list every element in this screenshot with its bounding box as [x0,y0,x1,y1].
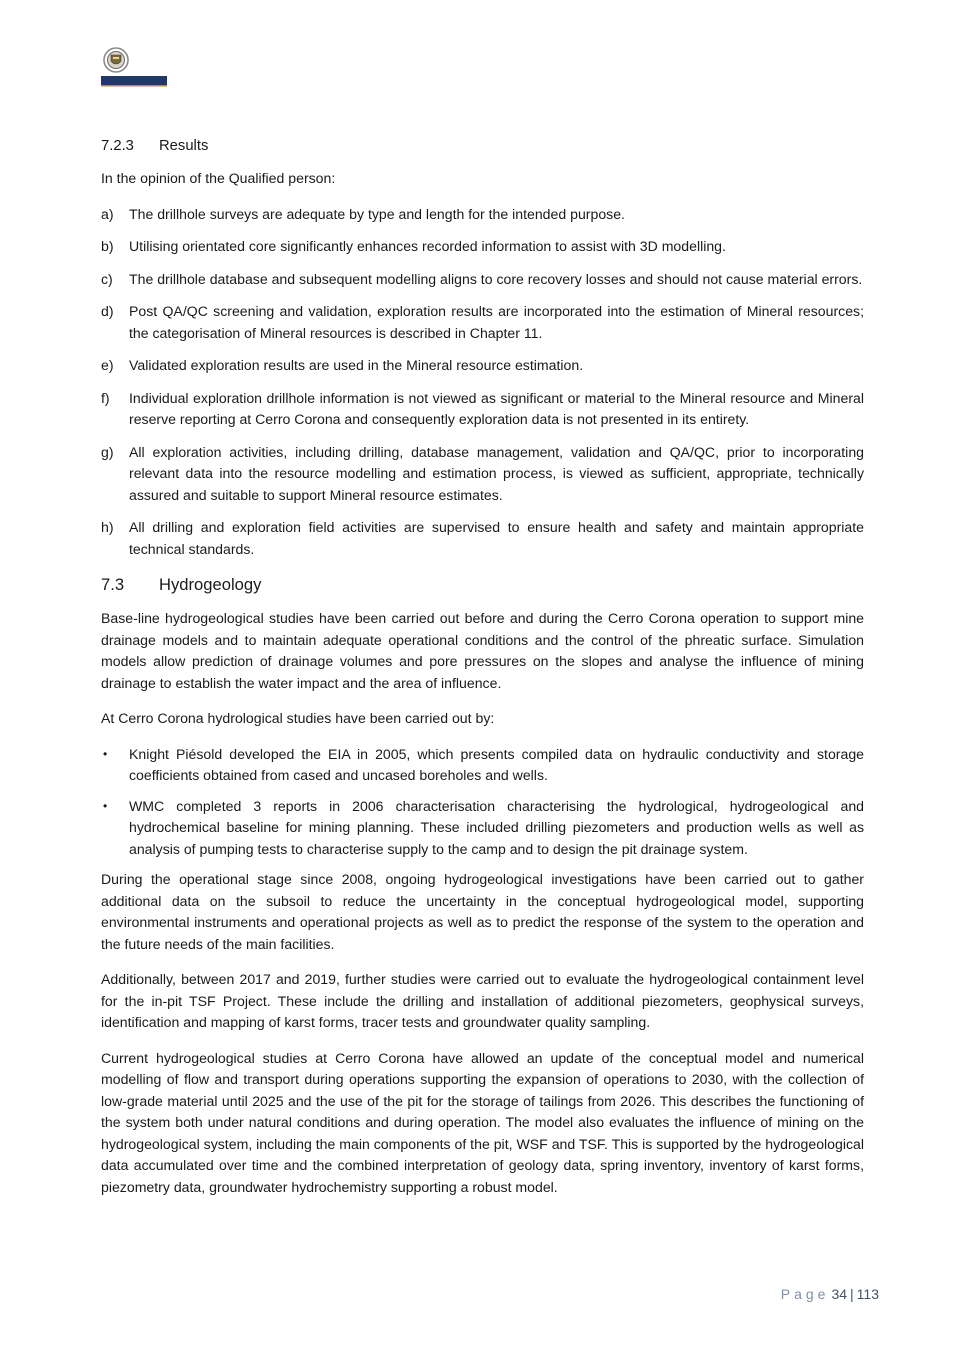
page-separator: | [850,1286,854,1302]
list-item [101,301,864,344]
section-title: Hydrogeology [159,575,262,594]
list-marker: c) [101,270,113,287]
list-text: Post QA/QC screening and validation, exploration results are incorporated into the estimation of Mineral resources; the categorisation of Mineral resources is described in Chapter 11. [129,303,864,341]
hydrogeology-paragraph-2: At Cerro Corona hydrological studies have been carried out by: [101,710,495,726]
hydrogeology-paragraph-5: Current hydrogeological studies at Cerro Corona have allowed an update of the conceptual model and numerical modelling of flow and transport during operations supporting the expansion of operations to 2030, with the collection of low-grade material until 2025 and the use of the pit for the storage of tailings from 2026. This describes the functioning of the system both under natural conditions and during operation. The model also evaluates the influence of mining on the hydrogeological system, including the main components of the pit, WSF and TSF. This is supported by the hydrogeological data accumulated over time and the combined interpretation of geology data, spring inventory, inventory of karst forms, piezometry data, groundwater hydrochemistry supporting a robust model. [101,1049,864,1195]
list-marker: d) [101,303,114,319]
bullet-text: Knight Piésold developed the EIA in 2005, which presents compiled data on hydraulic conductivity and storage coefficients obtained from cased and uncased boreholes and wells. [129,745,864,783]
list-text: The drillhole database and subsequent modelling aligns to core recovery losses and should not cause material errors. [129,270,863,287]
section-number: 7.2.3 [101,138,134,154]
list-item [101,236,864,258]
section-heading-7-2-3 [101,136,864,156]
bullet-text: WMC completed 3 reports in 2006 characterisation characterising the hydrological, hydrogeological and hydrochemical baseline for mining planning. These included drilling piezometers and production wells as well as analysis of pumping tests to characterise supply to the camp and to design the pit drainage system. [129,797,864,857]
section-title: Results [159,138,209,154]
list-text: All drilling and exploration field activities are supervised to ensure health and safety and maintain appropriate technical standards. [129,519,864,557]
hydrogeology-bullets [101,744,864,861]
list-marker: b) [101,238,114,254]
section-number: 7.3 [101,575,125,594]
list-text: The drillhole surveys are adequate by type and length for the intended purpose. [129,205,625,222]
list-item [101,204,864,226]
list-marker: f) [101,389,110,406]
document-body [101,136,864,1212]
hydrogeology-paragraph-3: During the operational stage since 2008, ongoing hydrogeological investigations have been carried out to gather additional data on the subsoil to reduce the uncertainty in the conceptual hydrogeological model, supporting environmental instruments and operational projects as well as to predict the response of the system to the operation and the future needs of the main facilities. [101,871,864,952]
page-number: 34 [831,1286,848,1302]
results-list [101,204,864,561]
list-text: Validated exploration results are used in the Mineral resource estimation. [129,357,584,373]
list-marker: a) [101,205,114,222]
list-item [101,355,864,377]
bullet-marker: • [103,798,108,813]
list-item [101,388,864,431]
results-intro: In the opinion of the Qualified person: [101,170,336,186]
list-text: All exploration activities, including drilling, database management, validation and QA/QC, prior to incorporating relevant data into the resource modelling and estimation process, is viewed as sufficient, appropriate, technically assured and suitable to support Mineral resource estimates. [129,443,864,503]
bullet-item [101,796,864,861]
gold-fields-crest-icon [101,46,169,88]
page-total: 113 [856,1286,879,1302]
list-text: Utilising orientated core significantly enhances recorded information to assist with 3D modelling. [129,238,726,254]
list-marker: h) [101,519,114,535]
list-item [101,517,864,560]
bullet-item [101,744,864,787]
bullet-marker: • [103,746,108,761]
list-marker: g) [101,443,114,460]
page-label: Page [780,1286,830,1302]
hydrogeology-paragraph-4: Additionally, between 2017 and 2019, further studies were carried out to evaluate the hydrogeological containment level for the in-pit TSF Project. These include the drilling and installation of additional piezometers, geophysical surveys, identification and mapping of karst forms, tracer tests and groundwater quality sampling. [101,971,864,1030]
hydrogeology-paragraph-1: Base-line hydrogeological studies have been carried out before and during the Cerro Corona operation to support mine drainage models and to maintain adequate operational conditions and the control of the phreatic surface. Simulation models allow prediction of drainage volumes and pore pressures on the slopes and analyse the influence of mining drainage to establish the water impact and the area of influence. [101,610,864,691]
list-item [101,442,864,507]
gold-fields-logo [101,46,169,88]
list-item [101,269,864,291]
page-footer [781,1286,879,1302]
list-text: Individual exploration drillhole information is not viewed as significant or material to the Mineral resource and Mineral reserve reporting at Cerro Corona and consequently exploration data is not presented in its entirety. [129,389,864,427]
list-marker: e) [101,357,114,373]
section-heading-7-3 [101,574,864,596]
